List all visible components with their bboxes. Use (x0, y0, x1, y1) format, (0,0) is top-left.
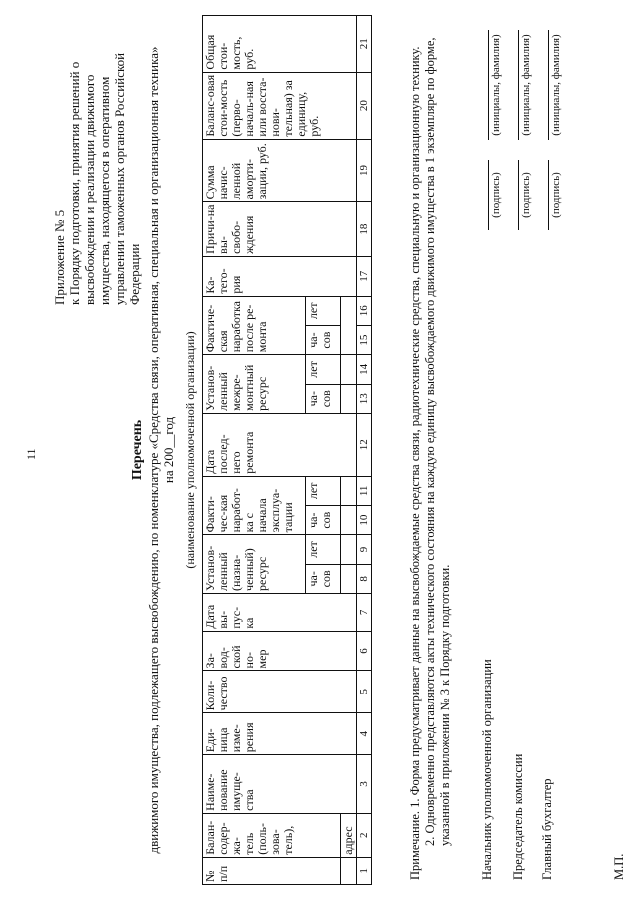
column-number: 6 (357, 631, 372, 671)
unit-hours-cell: ча-сов (306, 564, 341, 593)
column-number: 11 (357, 476, 372, 505)
signature-role: Главный бухгалтер (540, 778, 554, 880)
header-cell: Установ-ленный (назна-ченный) ресурс (203, 535, 306, 594)
column-number: 15 (357, 325, 372, 354)
header-cell: Балан-содер-жа-тель (поль-зова-тель), (203, 813, 341, 857)
empty-cell (341, 476, 357, 505)
header-cell: Коли-чество (203, 671, 357, 713)
unit-hours-cell: ча-сов (306, 506, 341, 535)
column-number: 21 (357, 16, 372, 73)
address-cell: адрес (341, 813, 357, 857)
header-cell: Баланс-овая стои-мость (перво-началь-ная или восста-нови-тельная) за единицу, руб. (203, 72, 357, 139)
property-table (202, 15, 372, 885)
column-number: 2 (357, 813, 372, 857)
empty-cell (341, 506, 357, 535)
note-1: Примечание. 1. Форма предусматривает данные на высвобождаемые средства связи, радиотехнические средства, специальную и организационную технику. (408, 46, 422, 880)
signature-line-name: (инициалы, фамилия) (488, 30, 502, 140)
column-number: 3 (357, 755, 372, 814)
signature-line-name: (инициалы, фамилия) (518, 30, 532, 140)
column-number: 19 (357, 139, 372, 202)
signature-role: Председатель комиссии (511, 753, 525, 880)
column-number: 18 (357, 202, 372, 256)
header-cell: Сумма начис-ленной аморти-зации, руб. (203, 139, 357, 202)
unit-years-cell: лет (306, 296, 341, 325)
unit-hours-cell: ча-сов (306, 325, 341, 354)
stamp-place: М.П. (612, 853, 626, 880)
column-number: 13 (357, 384, 372, 413)
notes-block (408, 20, 453, 880)
column-number: 12 (357, 413, 372, 476)
column-number: 17 (357, 256, 372, 296)
header-cell: Факти-чес-кая наработ-ка с начала эксплуа-тации (203, 476, 306, 535)
unit-years-cell: лет (306, 476, 341, 505)
signature-role: Начальник уполномоченной организации (480, 659, 494, 880)
header-cell: № п/п (203, 857, 341, 884)
column-number: 9 (357, 535, 372, 564)
empty-cell (341, 384, 357, 413)
column-number: 1 (357, 857, 372, 884)
signature-line-name: (инициалы, фамилия) (548, 30, 562, 140)
page-number: 11 (24, 448, 38, 460)
empty-cell (341, 564, 357, 593)
appendix-heading: Приложение № 5 (52, 209, 67, 305)
document-title: Перечень (130, 419, 145, 481)
column-number: 5 (357, 671, 372, 713)
note-2: 2. Одновременно представляются акты технического состояния на каждую единицу высвобождаемого движимого имущества в 1 экземпляре по форме, указанной в приложении № 3 к Порядку подготовки. (423, 37, 452, 846)
column-number: 16 (357, 296, 372, 325)
empty-cell (341, 857, 357, 884)
column-number: 20 (357, 72, 372, 139)
header-cell: Наиме-нование имуще-ства (203, 755, 357, 814)
unit-years-cell: лет (306, 535, 341, 564)
unit-years-cell: лет (306, 355, 341, 384)
signature-line-sign: (подпись) (518, 160, 532, 230)
appendix-text: к Порядку подготовки, принятия решений о высвобождении и реализации движимого имущества, находящегося в оперативном управлении таможенных органов Российской Федерации (67, 52, 142, 305)
header-cell: Дата послед-него ремонта (203, 413, 357, 476)
table-header-row (203, 16, 306, 885)
header-cell: Дата вы-пус-ка (203, 593, 357, 631)
unit-hours-cell: ча-сов (306, 384, 341, 413)
column-number: 14 (357, 355, 372, 384)
appendix-block (52, 15, 142, 305)
header-cell: Установ-ленный межре-монтный ресурс (203, 355, 306, 414)
column-number: 7 (357, 593, 372, 631)
header-cell: Ка-тего-рия (203, 256, 357, 296)
header-cell: Еди-ница изме-рения (203, 713, 357, 755)
column-number: 8 (357, 564, 372, 593)
column-number: 10 (357, 506, 372, 535)
signature-line-sign: (подпись) (488, 160, 502, 230)
organization-hint: (наименование уполномоченной организации) (183, 331, 197, 569)
document-subtitle: движимого имущества, подлежащего высвобождению, по номенклатуре «Средства связи, оперативная, специальная и организационная техника» на 200__год (146, 46, 176, 854)
header-cell: За-вод-ской но-мер (203, 631, 357, 671)
empty-cell (341, 355, 357, 384)
signature-line-sign: (подпись) (548, 160, 562, 230)
header-cell: Фактиче-ская наработка после ре-монта (203, 296, 306, 355)
column-number: 4 (357, 713, 372, 755)
empty-cell (341, 535, 357, 564)
header-cell: Причи-на вы-свобо-ждения (203, 202, 357, 256)
column-number-row (357, 16, 372, 885)
header-cell: Общая стои-мость, руб. (203, 16, 357, 73)
